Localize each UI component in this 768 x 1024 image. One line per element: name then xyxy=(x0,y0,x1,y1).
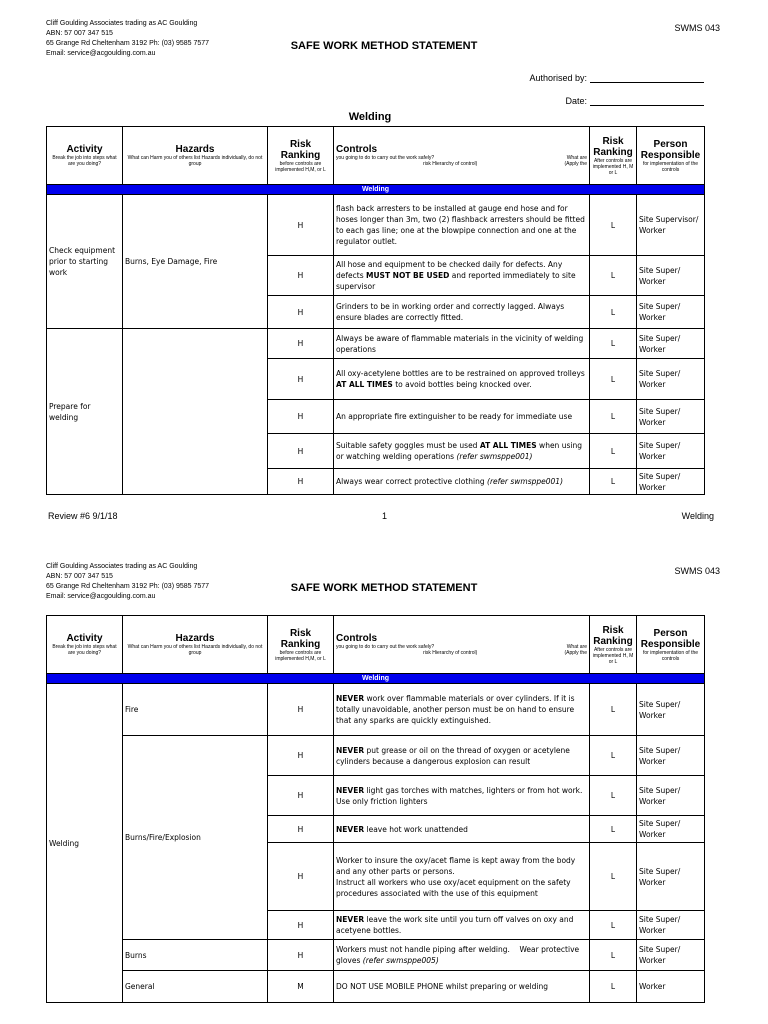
doc-code: SWMS 043 xyxy=(674,23,720,33)
control-cell: flash back arresters to be installed at gauge end hose and for hoses longer than 3m, two (2) flashback arresters should be fitted to each gas line; one at the blowpipe connection and one at the regulator outlet. xyxy=(334,195,590,256)
risk-before-cell: M xyxy=(268,971,334,1003)
risk-before-cell: H xyxy=(268,736,334,776)
hazard-cell: Burns, Eye Damage, Fire xyxy=(123,195,268,329)
person-cell: Site Super/ Worker xyxy=(637,684,705,736)
control-cell: NEVER leave the work site until you turn off valves on oxy and acetyene bottles. xyxy=(334,911,590,940)
activity-cell: Check equipment prior to starting work xyxy=(47,195,123,329)
table-row xyxy=(47,195,705,256)
company-address: 65 Grange Rd Cheltenham 3192 Ph: (03) 9585 7577 xyxy=(46,40,210,47)
risk-before-cell: H xyxy=(268,296,334,329)
doc-title: SAFE WORK METHOD STATEMENT xyxy=(290,40,478,52)
company-address: 65 Grange Rd Cheltenham 3192 Ph: (03) 9585 7577 xyxy=(46,583,210,590)
section-title: Welding xyxy=(348,111,392,123)
person-cell: Site Super/ Worker xyxy=(637,940,705,971)
header-person: Person Responsible for implementation of the controls xyxy=(637,616,705,674)
header-risk-after: Risk Ranking After controls are implemented H, M or L xyxy=(590,127,637,185)
company-details xyxy=(46,19,209,59)
authorised-line[interactable] xyxy=(590,73,704,83)
risk-after-cell: L xyxy=(590,684,637,736)
risk-before-cell: H xyxy=(268,816,334,843)
control-cell: Workers must not handle piping after welding. Wear protective gloves (refer swmsppe005) xyxy=(334,940,590,971)
company-name: Cliff Goulding Associates trading as AC Goulding xyxy=(46,20,198,27)
person-cell: Site Supervisor/ Worker xyxy=(637,195,705,256)
header-hazards: Hazards What can Harm you of others list Hazards individually, do not group xyxy=(123,127,268,185)
hazard-cell: Burns/Fire/Explosion xyxy=(123,736,268,940)
person-cell: Site Super/ Worker xyxy=(637,359,705,400)
authorised-label: Authorised by: xyxy=(529,73,587,83)
risk-before-cell: H xyxy=(268,195,334,256)
risk-after-cell: L xyxy=(590,359,637,400)
risk-before-cell: H xyxy=(268,843,334,911)
hazard-cell: Fire xyxy=(123,684,268,736)
risk-after-cell: L xyxy=(590,843,637,911)
header-person: Person Responsible for implementation of the controls xyxy=(637,127,705,185)
risk-after-cell: L xyxy=(590,940,637,971)
person-cell: Site Super/ Worker xyxy=(637,736,705,776)
doc-code: SWMS 043 xyxy=(674,566,720,576)
control-cell: Grinders to be in working order and correctly lagged. Always ensure blades are correctly fitted. xyxy=(334,296,590,329)
control-cell: NEVER light gas torches with matches, lighters or from hot work. Use only friction lighters xyxy=(334,776,590,816)
risk-after-cell: L xyxy=(590,469,637,495)
risk-after-cell: L xyxy=(590,816,637,843)
band-label: Welding xyxy=(47,674,705,684)
table-row xyxy=(47,684,705,736)
risk-before-cell: H xyxy=(268,911,334,940)
doc-title: SAFE WORK METHOD STATEMENT xyxy=(290,582,478,594)
person-cell: Site Super/ Worker xyxy=(637,434,705,469)
header-risk-before: Risk Ranking before controls are implemented H,M, or L xyxy=(268,127,334,185)
risk-before-cell: H xyxy=(268,434,334,469)
person-cell: Worker xyxy=(637,971,705,1003)
risk-after-cell: L xyxy=(590,736,637,776)
person-cell: Site Super/ Worker xyxy=(637,256,705,296)
date-field xyxy=(565,96,704,106)
control-cell: NEVER work over flammable materials or over cylinders. If it is totally unavoidable, another person must be on hand to ensure that any sparks are quickly extinguished. xyxy=(334,684,590,736)
activity-cell: Prepare for welding xyxy=(47,329,123,495)
person-cell: Site Super/ Worker xyxy=(637,843,705,911)
person-cell: Site Super/ Worker xyxy=(637,776,705,816)
header-controls: Controls you going to do to carry out the work safely? What are risk Hierarchy of control) (Apply the xyxy=(334,616,590,674)
hazard-cell xyxy=(123,329,268,495)
control-cell: All oxy-acetylene bottles are to be restrained on approved trolleys AT ALL TIMES to avoid bottles being knocked over. xyxy=(334,359,590,400)
header-risk-after: Risk Ranking After controls are implemented H, M or L xyxy=(590,616,637,674)
footer-section: Welding xyxy=(681,511,714,521)
table-row xyxy=(47,940,705,971)
risk-after-cell: L xyxy=(590,256,637,296)
risk-before-cell: H xyxy=(268,329,334,359)
risk-before-cell: H xyxy=(268,684,334,736)
company-email: Email: service@acgoulding.com.au xyxy=(46,593,156,600)
risk-before-cell: H xyxy=(268,469,334,495)
authorised-by xyxy=(529,73,704,83)
hazard-cell: General xyxy=(123,971,268,1003)
swms-table-page-2 xyxy=(46,615,705,1003)
control-cell: Suitable safety goggles must be used AT ALL TIMES when using or watching welding operations (refer swmsppe001) xyxy=(334,434,590,469)
company-email: Email: service@acgoulding.com.au xyxy=(46,50,156,57)
control-cell: Always wear correct protective clothing (refer swmsppe001) xyxy=(334,469,590,495)
header-controls: Controls you going to do to carry out the work safely? What are risk Hierarchy of control) (Apply the xyxy=(334,127,590,185)
risk-after-cell: L xyxy=(590,776,637,816)
control-cell: DO NOT USE MOBILE PHONE whilst preparing or welding xyxy=(334,971,590,1003)
risk-after-cell: L xyxy=(590,296,637,329)
company-abn: ABN: 57 007 347 515 xyxy=(46,30,113,37)
person-cell: Site Super/ Worker xyxy=(637,469,705,495)
control-cell: NEVER leave hot work unattended xyxy=(334,816,590,843)
risk-before-cell: H xyxy=(268,400,334,434)
control-cell: Always be aware of flammable materials in the vicinity of welding operations xyxy=(334,329,590,359)
risk-before-cell: H xyxy=(268,256,334,296)
hazard-cell: Burns xyxy=(123,940,268,971)
table-row xyxy=(47,971,705,1003)
header-activity: Activity Break the job into steps what are you doing? xyxy=(47,127,123,185)
footer-page-number: 1 xyxy=(382,511,388,521)
risk-after-cell: L xyxy=(590,911,637,940)
header-hazards: Hazards What can Harm you of others list Hazards individually, do not group xyxy=(123,616,268,674)
risk-after-cell: L xyxy=(590,329,637,359)
date-label: Date: xyxy=(565,96,587,106)
person-cell: Site Super/ Worker xyxy=(637,911,705,940)
table-row xyxy=(47,736,705,776)
person-cell: Site Super/ Worker xyxy=(637,816,705,843)
company-abn: ABN: 57 007 347 515 xyxy=(46,573,113,580)
header-activity: Activity Break the job into steps what are you doing? xyxy=(47,616,123,674)
risk-before-cell: H xyxy=(268,359,334,400)
risk-after-cell: L xyxy=(590,434,637,469)
control-cell: All hose and equipment to be checked daily for defects. Any defects MUST NOT BE USED and reported immediately to site supervisor xyxy=(334,256,590,296)
control-cell: NEVER put grease or oil on the thread of oxygen or acetylene cylinders because a dangerous explosion can result xyxy=(334,736,590,776)
header-risk-before: Risk Ranking before controls are implemented H,M, or L xyxy=(268,616,334,674)
company-name: Cliff Goulding Associates trading as AC Goulding xyxy=(46,563,198,570)
risk-after-cell: L xyxy=(590,400,637,434)
risk-before-cell: H xyxy=(268,940,334,971)
band-row xyxy=(47,674,705,684)
band-row xyxy=(47,185,705,195)
person-cell: Site Super/ Worker xyxy=(637,400,705,434)
table-row xyxy=(47,329,705,359)
swms-table-page-1 xyxy=(46,126,705,495)
person-cell: Site Super/ Worker xyxy=(637,296,705,329)
risk-after-cell: L xyxy=(590,195,637,256)
risk-before-cell: H xyxy=(268,776,334,816)
control-cell: An appropriate fire extinguisher to be ready for immediate use xyxy=(334,400,590,434)
header-row xyxy=(47,127,705,185)
header-row xyxy=(47,616,705,674)
footer-review: Review #6 9/1/18 xyxy=(48,511,118,521)
person-cell: Site Super/ Worker xyxy=(637,329,705,359)
date-line[interactable] xyxy=(590,96,704,106)
risk-after-cell: L xyxy=(590,971,637,1003)
band-label: Welding xyxy=(47,185,705,195)
control-cell: Worker to insure the oxy/acet flame is kept away from the body and any other parts or persons. Instruct all workers who use oxy/acet equipment on the safety procedures associated with the use of this equipment xyxy=(334,843,590,911)
activity-cell: Welding xyxy=(47,684,123,1003)
